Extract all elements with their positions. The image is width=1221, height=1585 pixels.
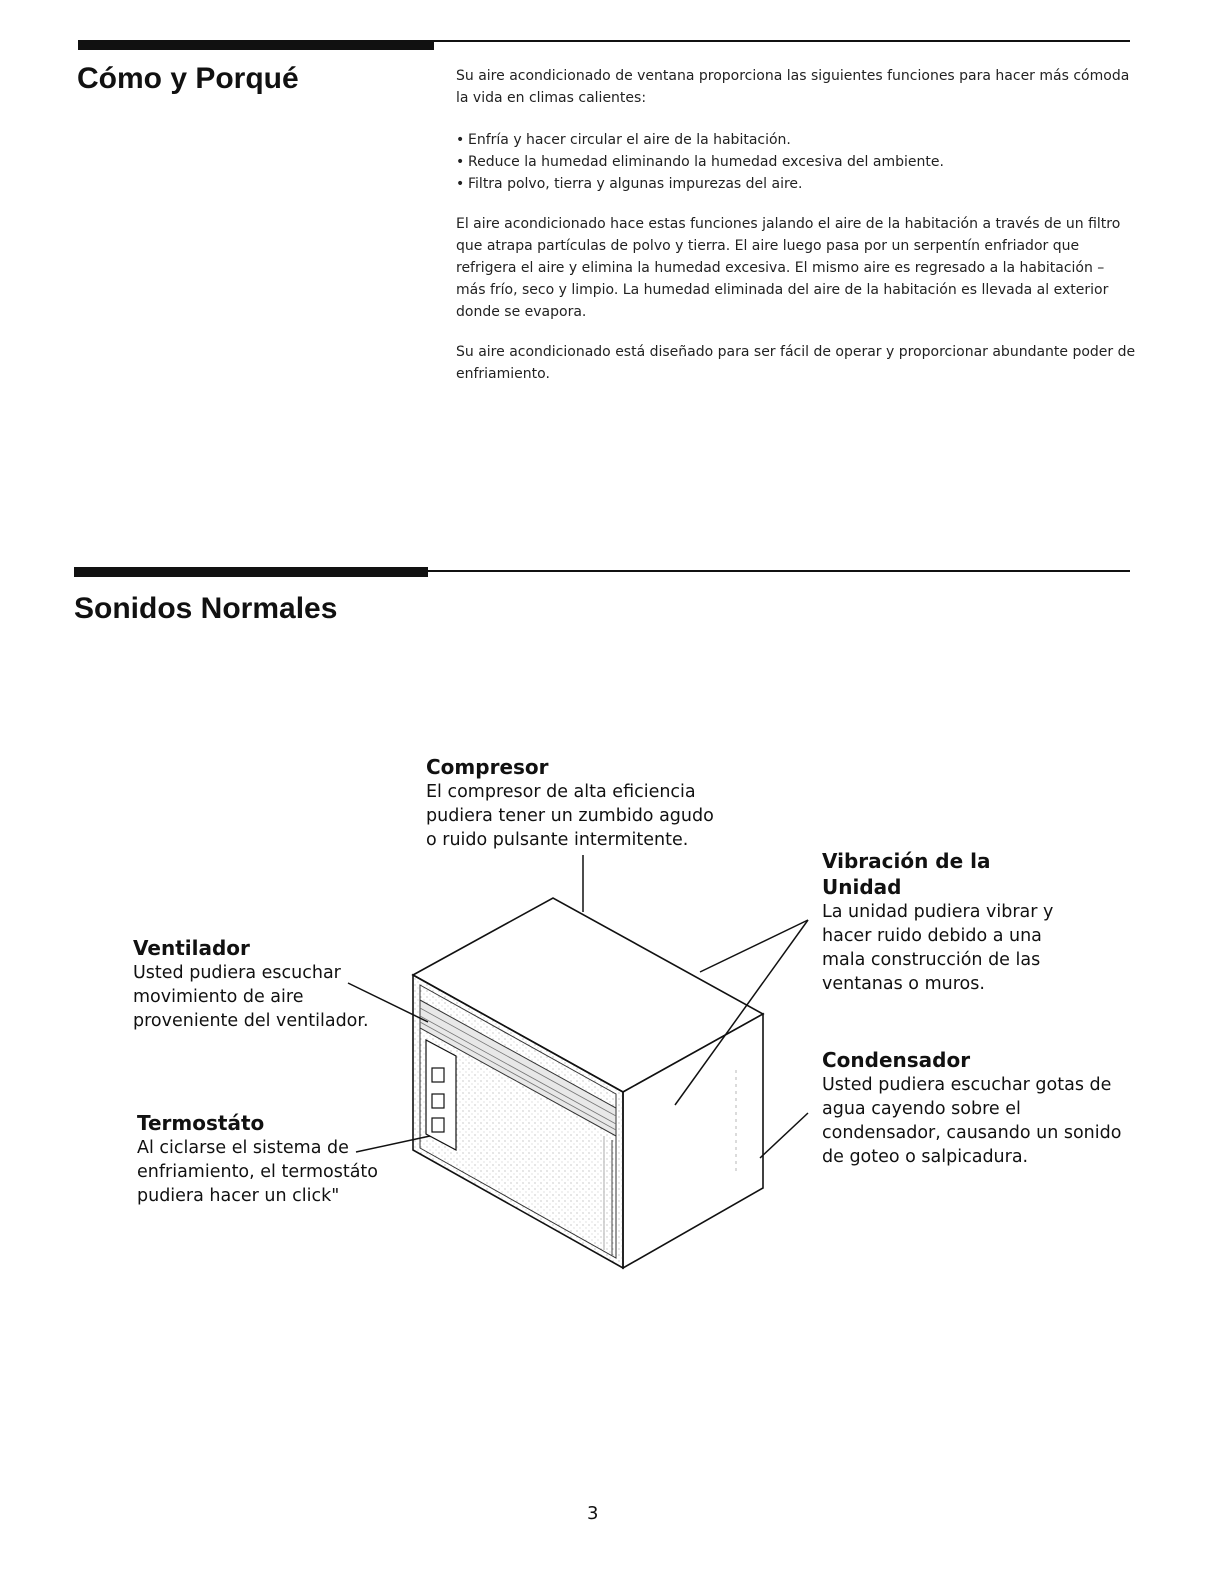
callout-condensador — [822, 1047, 1127, 1169]
leader-vibracion — [700, 920, 808, 972]
callout-compresor — [426, 754, 726, 852]
design-paragraph: Su aire acondicionado está diseñado para ser fácil de operar y proporcionar abundante poder de enfriamiento. — [456, 344, 1136, 382]
list-item: • Reduce la humedad eliminando la humedad excesiva del ambiente. — [456, 151, 1136, 173]
callout-vibracion — [822, 848, 1072, 996]
list-item: • Enfría y hacer circular el aire de la habitación. — [456, 129, 1136, 151]
callout-text: Usted pudiera escuchar movimiento de aire proveniente del ventilador. — [133, 963, 369, 1031]
page-number: 3 — [587, 1503, 599, 1524]
intro-paragraph: Su aire acondicionado de ventana proporciona las siguientes funciones para hacer más cómoda la vida en climas calientes: — [456, 68, 1130, 106]
callout-title: Vibración de la Unidad — [822, 849, 991, 899]
callout-text: Usted pudiera escuchar gotas de agua cayendo sobre el condensador, causando un sonido de goteo o salpicadura. — [822, 1075, 1122, 1167]
callout-ventilador — [133, 935, 373, 1033]
callout-title: Ventilador — [133, 936, 250, 960]
callout-text: El compresor de alta eficiencia pudiera tener un zumbido agudo o ruido pulsante intermitente. — [426, 782, 714, 850]
list-item: • Filtra polvo, tierra y algunas impurezas del aire. — [456, 173, 1136, 195]
section-heading-como-y-porque: Cómo y Porqué — [77, 62, 299, 95]
leader-condensador — [760, 1113, 808, 1158]
callout-title: Condensador — [822, 1048, 971, 1072]
control-knob-icon — [432, 1118, 444, 1132]
callout-title: Termostáto — [137, 1111, 265, 1135]
control-knob-icon — [432, 1068, 444, 1082]
control-knob-icon — [432, 1094, 444, 1108]
callout-text: Al ciclarse el sistema de enfriamiento, el termostáto pudiera hacer un click" — [137, 1138, 378, 1206]
callout-title: Compresor — [426, 755, 549, 779]
callout-text: La unidad pudiera vibrar y hacer ruido debido a una mala construcción de las ventanas o muros. — [822, 902, 1054, 994]
section-heading-sonidos-normales: Sonidos Normales — [74, 592, 338, 625]
callout-termostato — [137, 1110, 382, 1208]
explanation-paragraph: El aire acondicionado hace estas funciones jalando el aire de la habitación a través de un filtro que atrapa partículas de polvo y tierra. El aire luego pasa por un serpentín enfriador que refrigera el aire y elimina la humedad excesiva. El mismo aire es regresado a la habitación – más frío, seco y limpio. La humedad eliminada del aire de la habitación es llevada al exterior donde se evapora. — [456, 216, 1121, 320]
